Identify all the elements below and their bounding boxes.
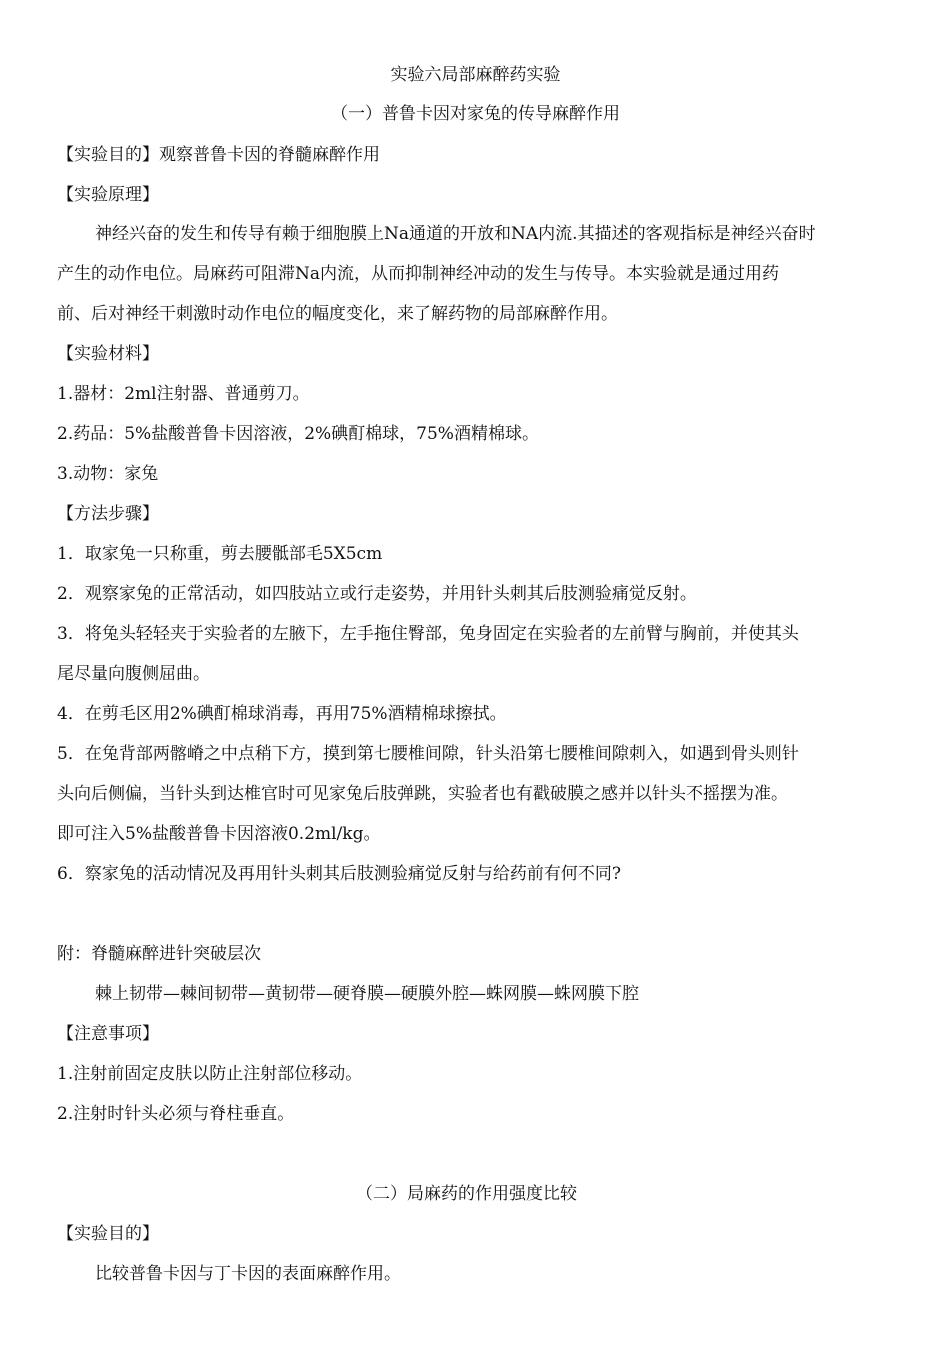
materials-heading: 【实验材料】 <box>57 344 159 364</box>
section2-heading: （二）局麻药的作用强度比较 <box>356 1184 577 1204</box>
principle-line: 前、后对神经干刺激时动作电位的幅度变化，来了解药物的局部麻醉作用。 <box>57 304 618 324</box>
principle-heading: 【实验原理】 <box>57 185 159 205</box>
step-line: 1．取家兔一只称重，剪去腰骶部毛5X5cm <box>57 544 383 564</box>
step-line: 6．察家兔的活动情况及再用针头刺其后肢测验痛觉反射与给药前有何不同? <box>57 864 621 884</box>
notes-item: 1.注射前固定皮肤以防止注射部位移动。 <box>57 1064 363 1084</box>
materials-item: 2.药品：5%盐酸普鲁卡因溶液，2%碘酊棉球，75%酒精棉球。 <box>57 424 539 444</box>
appendix-line: 棘上韧带—棘间韧带—黄韧带—硬脊膜—硬膜外腔—蛛网膜—蛛网膜下腔 <box>95 984 639 1004</box>
materials-item: 1.器材：2ml注射器、普通剪刀。 <box>57 384 310 404</box>
step-line: 即可注入5%盐酸普鲁卡因溶液0.2ml/kg。 <box>57 824 381 844</box>
materials-item: 3.动物：家兔 <box>57 464 159 484</box>
step-line: 头向后侧偏，当针头到达椎官时可见家兔后肢弹跳，实验者也有戳破膜之感并以针头不摇摆为准。 <box>57 784 788 804</box>
document-title: 实验六局部麻醉药实验 <box>390 65 561 85</box>
step-line: 尾尽量向腹侧屈曲。 <box>57 664 210 684</box>
step-line: 5．在兔背部两髂嵴之中点稍下方，摸到第七腰椎间隙，针头沿第七腰椎间隙刺入，如遇到骨头则针 <box>57 744 799 764</box>
purpose-line: 【实验目的】观察普鲁卡因的脊髓麻醉作用 <box>57 145 380 165</box>
section2-purpose-heading: 【实验目的】 <box>57 1224 159 1244</box>
notes-item: 2.注射时针头必须与脊柱垂直。 <box>57 1104 295 1124</box>
appendix-title: 附：脊髓麻醉进针突破层次 <box>57 944 261 964</box>
step-line: 4．在剪毛区用2%碘酊棉球消毒，再用75%酒精棉球擦拭。 <box>57 704 507 724</box>
step-line: 2．观察家兔的正常活动，如四肢站立或行走姿势，并用针头刺其后肢测验痛觉反射。 <box>57 584 697 604</box>
steps-heading: 【方法步骤】 <box>57 504 159 524</box>
notes-heading: 【注意事项】 <box>57 1024 159 1044</box>
principle-line: 产生的动作电位。局麻药可阻滞Na内流，从而抑制神经冲动的发生与传导。本实验就是通过用药 <box>57 264 780 284</box>
section2-purpose-text: 比较普鲁卡因与丁卡因的表面麻醉作用。 <box>95 1264 401 1284</box>
principle-line: 神经兴奋的发生和传导有赖于细胞膜上Na通道的开放和NA内流.其描述的客观指标是神经兴奋时 <box>95 224 816 244</box>
step-line: 3．将兔头轻轻夹于实验者的左腋下，左手拖住臀部，兔身固定在实验者的左前臂与胸前，并使其头 <box>57 624 799 644</box>
section1-heading: （一）普鲁卡因对家兔的传导麻醉作用 <box>331 104 620 124</box>
